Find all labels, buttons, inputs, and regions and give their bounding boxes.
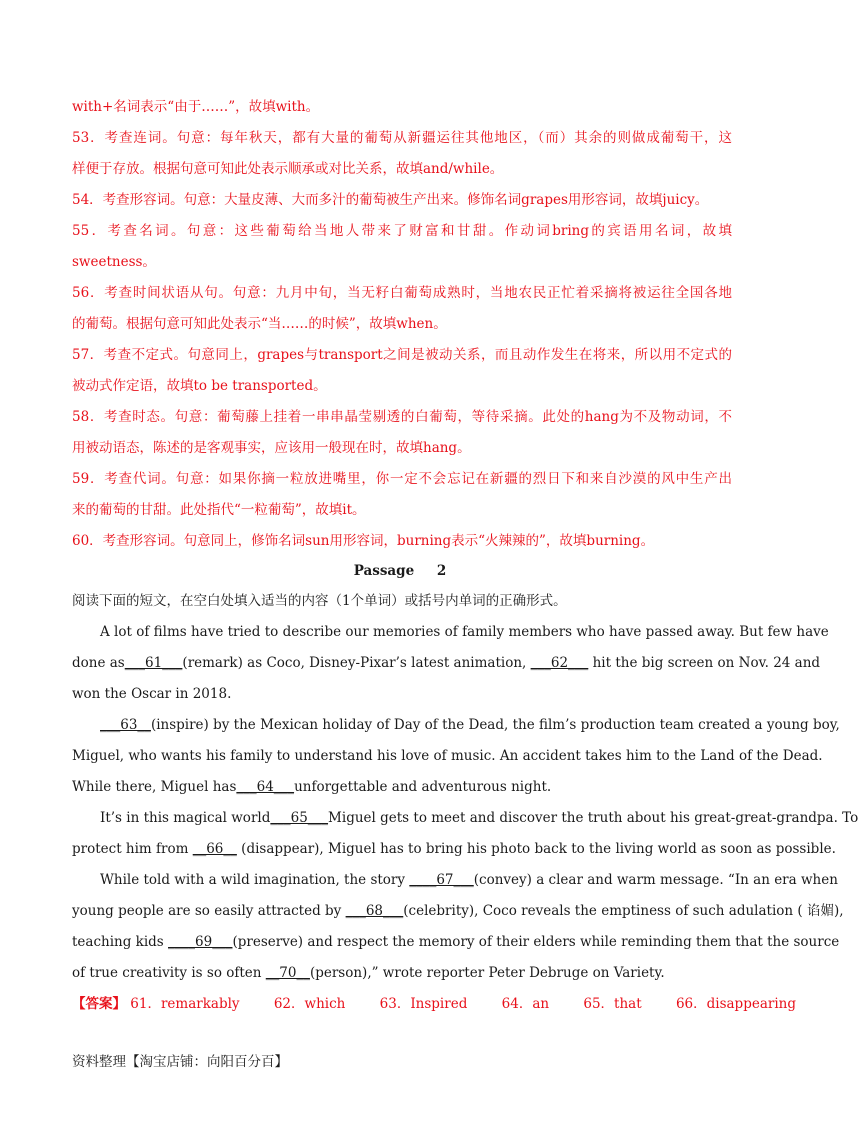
- passage-text: teaching kids: [72, 934, 169, 950]
- passage-line: [100, 809, 858, 827]
- answer-tag: 【答案】: [72, 996, 126, 1012]
- passage-text: (person),” wrote reporter Peter Debruge on Variety.: [309, 965, 665, 981]
- answer-item: 62．which: [273, 996, 346, 1012]
- answer-item: 65．that: [583, 996, 642, 1012]
- explanation-line: 58．考查时态。句意：葡萄藤上挂着一串串晶莹剔透的白葡萄，等待采摘。此处的hang为不及物动词，不: [72, 409, 732, 425]
- passage-line: [72, 902, 844, 920]
- blank-64: ___64___: [236, 779, 295, 795]
- passage-text: While told with a wild imagination, the story: [100, 872, 410, 888]
- answer-item: 64．an: [501, 996, 550, 1012]
- passage-text: protect him from: [72, 841, 193, 857]
- explanation-line: 的葡萄。根据句意可知此处表示“当……的时候”，故填when。: [72, 316, 447, 332]
- passage-text: (disappear), Miguel has to bring his photo back to the living world as soon as possible.: [236, 841, 836, 857]
- passage-text: (inspire) by the Mexican holiday of Day of the Dead, the film’s production team created a young boy,: [150, 717, 840, 733]
- explanation-line: 53．考查连词。句意：每年秋天，都有大量的葡萄从新疆运往其他地区，（而）其余的则做成葡萄干，这: [72, 130, 732, 146]
- passage-line: won the Oscar in 2018.: [72, 686, 232, 702]
- explanation-line: 被动式作定语，故填to be transported。: [72, 378, 327, 394]
- page-footer: 资料整理【淘宝店铺：向阳百分百】: [72, 1054, 288, 1070]
- blank-68: ___68___: [345, 903, 404, 919]
- explanation-line: sweetness。: [72, 254, 156, 270]
- passage-line: [72, 778, 732, 796]
- explanation-line: 样便于存放。根据句意可知此处表示顺承或对比关系，故填and/while。: [72, 161, 504, 177]
- passage-line: [72, 933, 840, 951]
- explanation-line: 54．考查形容词。句意：大量皮薄、大而多汁的葡萄被生产出来。修饰名词grapes用形容词，故填juicy。: [72, 192, 709, 208]
- passage-text: Miguel gets to meet and discover the truth about his great-great-grandpa. To: [328, 810, 858, 826]
- blank-61: ___61___: [124, 655, 183, 671]
- blank-67: ____67___: [409, 872, 474, 888]
- passage-line: [100, 716, 840, 734]
- passage-text: young people are so easily attracted by: [72, 903, 346, 919]
- passage-text: unforgettable and adventurous night.: [294, 779, 552, 795]
- instruction-text: 阅读下面的短文，在空白处填入适当的内容（1个单词）或括号内单词的正确形式。: [72, 593, 567, 609]
- passage-line: Miguel, who wants his family to understand his love of music. An accident takes him to the Land of the Dead.: [72, 748, 823, 764]
- passage-text: (preserve) and respect the memory of their elders while reminding them that the source: [232, 934, 840, 950]
- explanation-line: 60．考查形容词。句意同上，修饰名词sun用形容词，burning表示“火辣辣的”，故填burning。: [72, 533, 655, 549]
- passage-text: While there, Miguel has: [72, 779, 237, 795]
- passage-text: (convey) a clear and warm message. “In an era when: [473, 872, 838, 888]
- passage-text: It’s in this magical world: [100, 810, 271, 826]
- blank-63: ___63__: [100, 717, 151, 733]
- answer-item: 61．remarkably: [130, 996, 240, 1012]
- explanation-line: 59．考查代词。句意：如果你摘一粒放进嘴里，你一定不会忘记在新疆的烈日下和来自沙漠的风中生产出: [72, 471, 732, 487]
- blank-69: ____69___: [168, 934, 233, 950]
- passage-line: [72, 964, 732, 982]
- blank-65: ___65___: [270, 810, 329, 826]
- passage-line: [100, 871, 838, 889]
- passage-text: (remark) as Coco, Disney-Pixar’s latest animation,: [182, 655, 531, 671]
- passage-text: done as: [72, 655, 125, 671]
- passage-line: A lot of films have tried to describe our memories of family members who have passed away. But few have: [100, 624, 829, 640]
- explanation-line: 56．考查时间状语从句。句意：九月中旬，当无籽白葡萄成熟时，当地农民正忙着采摘将被运往全国各地: [72, 285, 732, 301]
- answer-item: 66．disappearing: [675, 996, 796, 1012]
- explanation-line: 55．考查名词。句意：这些葡萄给当地人带来了财富和甘甜。作动词bring的宾语用名词，故填: [72, 223, 732, 239]
- passage-text: hit the big screen on Nov. 24 and: [588, 655, 821, 671]
- answer-line: [72, 995, 796, 1013]
- passage-line: [72, 840, 836, 858]
- passage-text: of true creativity is so often: [72, 965, 266, 981]
- blank-66: __66__: [192, 841, 237, 857]
- blank-62: ___62___: [530, 655, 589, 671]
- blank-70: __70__: [265, 965, 310, 981]
- explanation-line: 来的葡萄的甘甜。此处指代“一粒葡萄”，故填it。: [72, 502, 366, 518]
- explanation-line: with+名词表示“由于……”，故填with。: [72, 99, 320, 115]
- explanation-line: 用被动语态，陈述的是客观事实，应该用一般现在时，故填hang。: [72, 440, 471, 456]
- answer-item: 63．Inspired: [379, 996, 468, 1012]
- passage-line: [72, 654, 821, 672]
- passage-text: (celebrity), Coco reveals the emptiness of such adulation ( 谄媚),: [403, 903, 844, 919]
- explanation-line: 57．考查不定式。句意同上，grapes与transport之间是被动关系，而且动作发生在将来，所以用不定式的: [72, 347, 732, 363]
- passage-title: Passage 2: [353, 563, 447, 579]
